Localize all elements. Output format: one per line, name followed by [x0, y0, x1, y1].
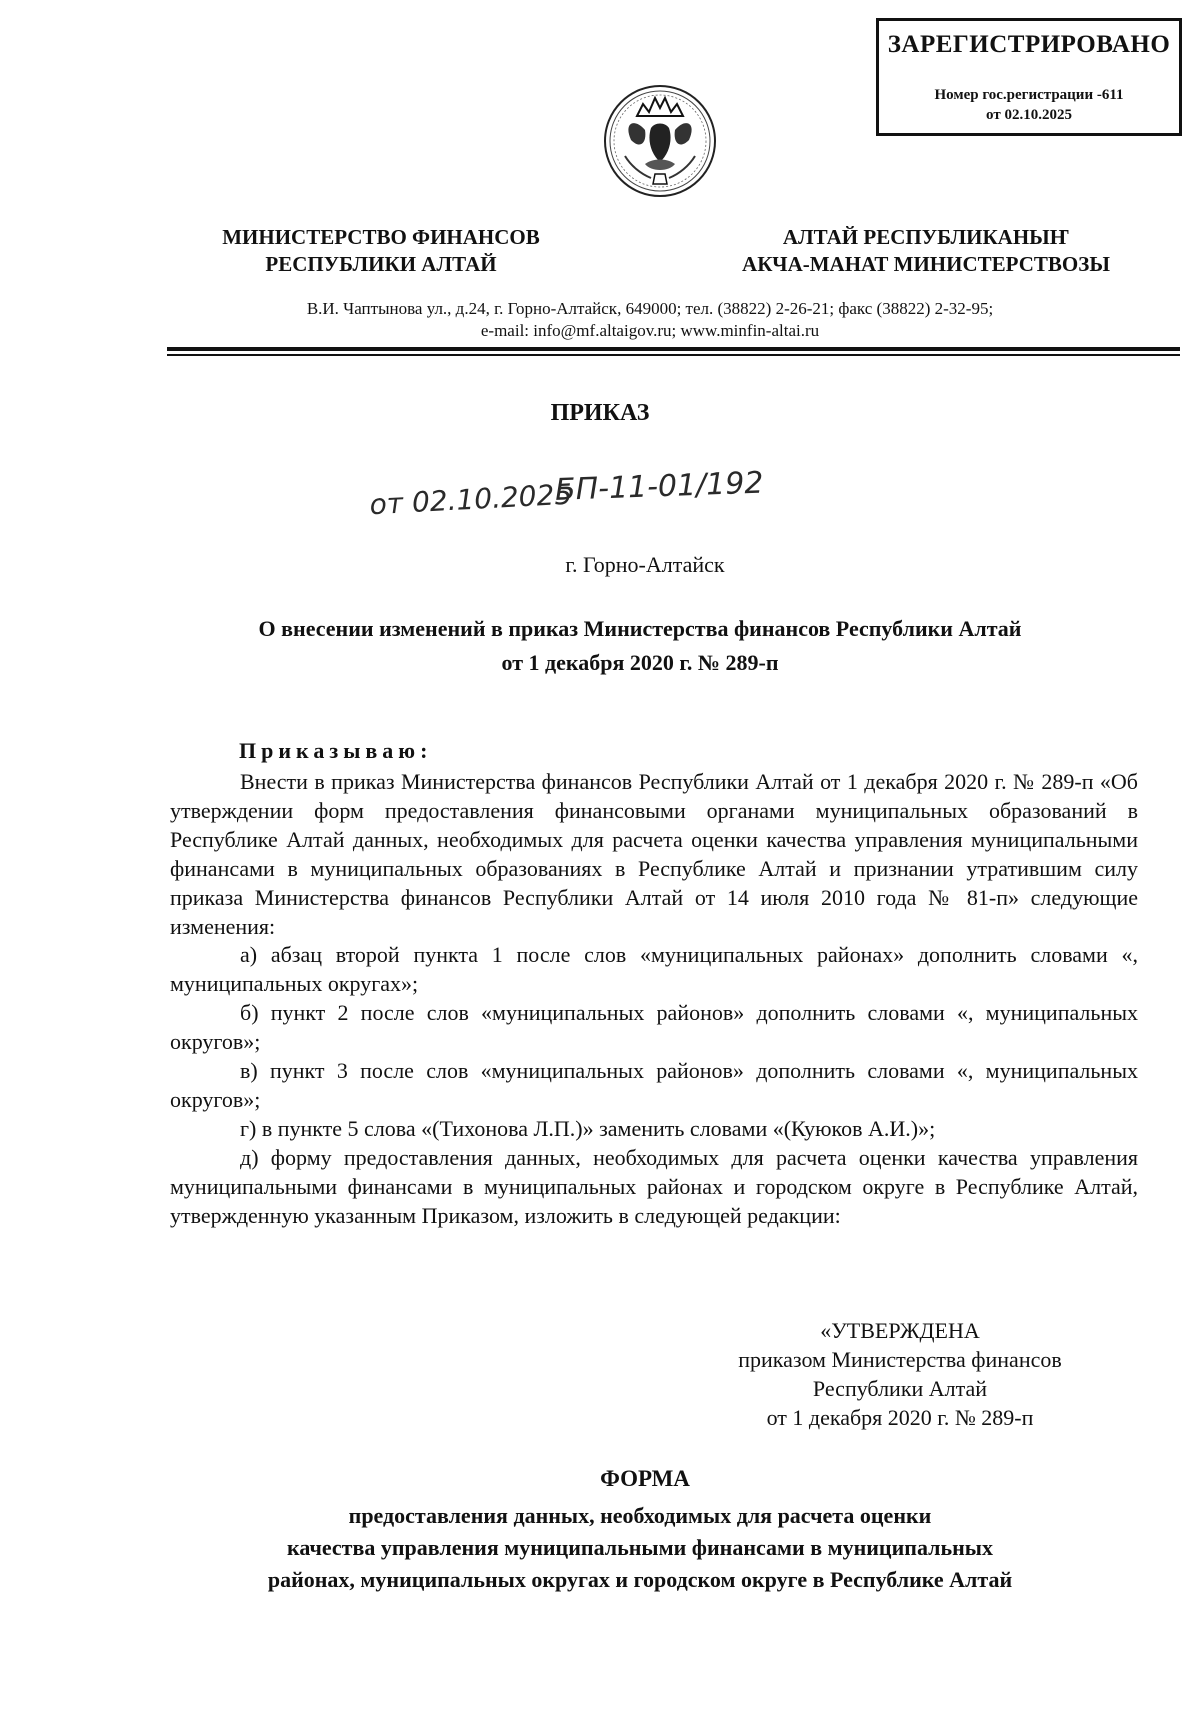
ministry-name-russian	[176, 224, 586, 278]
body-item-b: б) пункт 2 после слов «муниципальных районов» дополнить словами «, муниципальных округов»;	[170, 1000, 1138, 1055]
body-item-v: в) пункт 3 после слов «муниципальных районов» дополнить словами «, муниципальных округов»;	[170, 1058, 1138, 1112]
stamp-title: ЗАРЕГИСТРИРОВАНО	[887, 31, 1171, 58]
handwritten-date-number	[365, 452, 805, 522]
order-word: Приказываю:	[239, 738, 433, 763]
ministry-name-altai	[706, 224, 1146, 278]
stamp-details	[879, 85, 1179, 125]
document-city: г. Горно-Алтайск	[565, 552, 725, 577]
ministry-contacts	[120, 298, 1180, 342]
body-paragraph-intro: Внести в приказ Министерства финансов Республики Алтай от 1 декабря 2020 г. № 289-п «Об утверждении форм предоставления финансовыми органами муниципальных образований в Республике Алтай данных, необходимых для расчета оценки качества управления муниципальными финансами в муниципальных образованиях в Республике Алтай и признании утратившим силу приказа Министерства финансов Республики Алтай от 14 июля 2010 года № 81-п» следующие изменения:	[170, 769, 1138, 939]
stamp-reg-number: Номер гос.регистрации -611	[934, 87, 1124, 103]
body-item-g: г) в пункте 5 слова «(Тихонова Л.П.)» заменить словами «(Куюков А.И.)»;	[240, 1115, 936, 1141]
registration-stamp	[876, 18, 1182, 136]
handwritten-date: от 02.10.2025	[368, 477, 573, 522]
web-line: e-mail: info@mf.altaigov.ru; www.minfin-altai.ru	[480, 321, 820, 340]
document-body	[170, 768, 1138, 1231]
form-subtitle-line: качества управления муниципальными финансами в муниципальных	[287, 1535, 993, 1560]
body-item-d: д) форму предоставления данных, необходимых для расчета оценки качества управления муниципальными финансами в муниципальных районах и городском округе в Республике Алтай, утвержденную указанным Приказом, изложить в следующей редакции:	[170, 1144, 1138, 1228]
altai-republic-coat-of-arms-icon	[601, 82, 719, 200]
subject-line: от 1 декабря 2020 г. № 289-п	[501, 650, 779, 675]
ministry-name-line: РЕСПУБЛИКИ АЛТАЙ	[265, 252, 497, 276]
subject-line: О внесении изменений в приказ Министерства финансов Республики Алтай	[258, 616, 1022, 641]
form-subtitle	[140, 1500, 1140, 1596]
approval-line: приказом Министерства финансов	[738, 1347, 1062, 1372]
ministry-name-line: АКЧА-МАНАТ МИНИСТЕРСТВОЗЫ	[742, 252, 1110, 276]
form-title: ФОРМА	[600, 1466, 690, 1491]
approval-line: от 1 декабря 2020 г. № 289-п	[766, 1405, 1034, 1430]
header-divider-thick	[167, 347, 1180, 351]
form-subtitle-line: предоставления данных, необходимых для расчета оценки	[348, 1503, 932, 1528]
approval-line: «УТВЕРЖДЕНА	[820, 1318, 980, 1343]
document-subject	[140, 612, 1140, 680]
approval-block	[690, 1316, 1110, 1432]
stamp-date: от 02.10.2025	[986, 107, 1072, 123]
address-line: В.И. Чаптынова ул., д.24, г. Горно-Алтайск, 649000; тел. (38822) 2-26-21; факс (38822) 2-32-95;	[306, 299, 994, 318]
approval-line: Республики Алтай	[812, 1376, 988, 1401]
handwritten-number: БП-11-01/192	[554, 465, 765, 508]
ministry-name-line: МИНИСТЕРСТВО ФИНАНСОВ	[222, 225, 540, 249]
body-item-a: а) абзац второй пункта 1 после слов «муниципальных районах» дополнить словами «, муниципальных округах»;	[170, 942, 1138, 997]
form-subtitle-line: районах, муниципальных округах и городском округе в Республике Алтай	[267, 1567, 1013, 1592]
document-title: ПРИКАЗ	[550, 400, 650, 426]
header-divider-thin	[167, 354, 1180, 356]
ministry-name-line: АЛТАЙ РЕСПУБЛИКАНЫҤ	[782, 225, 1070, 249]
